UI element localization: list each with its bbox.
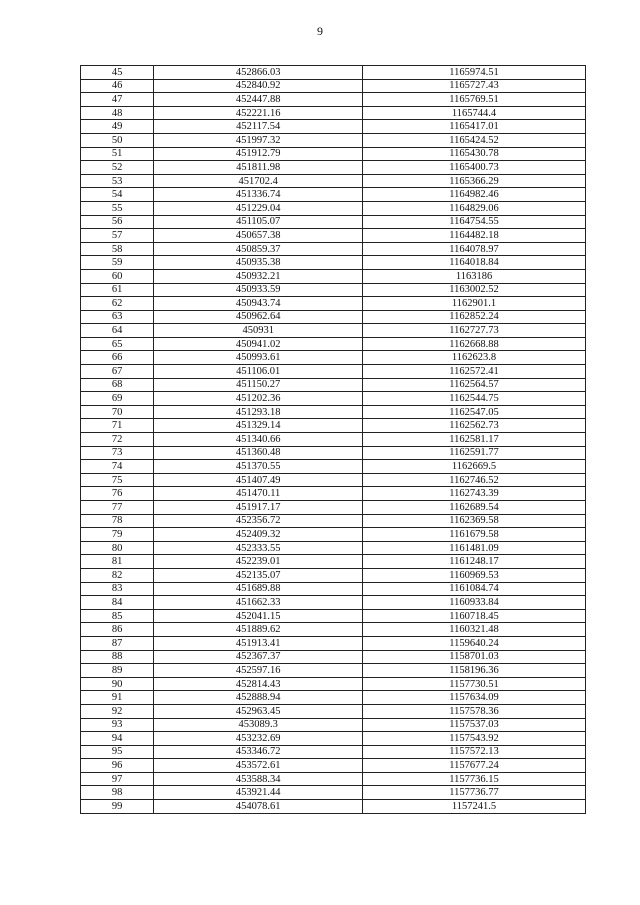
x-coordinate-cell: 451917.17 — [154, 501, 363, 515]
y-coordinate-cell: 1163186 — [363, 269, 586, 283]
x-coordinate-cell: 452367.37 — [154, 650, 363, 664]
table-row — [81, 541, 586, 555]
x-coordinate-cell: 452135.07 — [154, 568, 363, 582]
y-coordinate-cell: 1157736.77 — [363, 786, 586, 800]
y-coordinate-cell: 1165400.73 — [363, 161, 586, 175]
x-coordinate-cell: 451407.49 — [154, 473, 363, 487]
table-row — [81, 528, 586, 542]
y-coordinate-cell: 1160321.48 — [363, 623, 586, 637]
x-coordinate-cell: 452333.55 — [154, 541, 363, 555]
table-row — [81, 392, 586, 406]
y-coordinate-cell: 1162746.52 — [363, 473, 586, 487]
x-coordinate-cell: 450931 — [154, 324, 363, 338]
x-coordinate-cell: 451360.48 — [154, 446, 363, 460]
point-number-cell: 90 — [81, 677, 154, 691]
point-number-cell: 81 — [81, 555, 154, 569]
y-coordinate-cell: 1157572.13 — [363, 745, 586, 759]
table-row — [81, 732, 586, 746]
x-coordinate-cell: 451340.66 — [154, 433, 363, 447]
point-number-cell: 92 — [81, 704, 154, 718]
x-coordinate-cell: 450941.02 — [154, 337, 363, 351]
point-number-cell: 73 — [81, 446, 154, 460]
point-number-cell: 87 — [81, 636, 154, 650]
table-row — [81, 93, 586, 107]
point-number-cell: 94 — [81, 732, 154, 746]
x-coordinate-cell: 451912.79 — [154, 147, 363, 161]
y-coordinate-cell: 1165424.52 — [363, 133, 586, 147]
point-number-cell: 47 — [81, 93, 154, 107]
x-coordinate-cell: 454078.61 — [154, 800, 363, 814]
x-coordinate-cell: 452356.72 — [154, 514, 363, 528]
table-row — [81, 664, 586, 678]
point-number-cell: 52 — [81, 161, 154, 175]
point-number-cell: 64 — [81, 324, 154, 338]
y-coordinate-cell: 1162727.73 — [363, 324, 586, 338]
table-row — [81, 147, 586, 161]
y-coordinate-cell: 1162544.75 — [363, 392, 586, 406]
point-number-cell: 76 — [81, 487, 154, 501]
y-coordinate-cell: 1164829.06 — [363, 201, 586, 215]
table-row — [81, 229, 586, 243]
table-row — [81, 487, 586, 501]
y-coordinate-cell: 1161084.74 — [363, 582, 586, 596]
x-coordinate-cell: 452409.32 — [154, 528, 363, 542]
coordinates-table-body — [81, 66, 586, 814]
table-row — [81, 636, 586, 650]
table-row — [81, 337, 586, 351]
y-coordinate-cell: 1165974.51 — [363, 66, 586, 80]
x-coordinate-cell: 451336.74 — [154, 188, 363, 202]
point-number-cell: 49 — [81, 120, 154, 134]
y-coordinate-cell: 1162564.57 — [363, 378, 586, 392]
x-coordinate-cell: 451470.11 — [154, 487, 363, 501]
y-coordinate-cell: 1159640.24 — [363, 636, 586, 650]
y-coordinate-cell: 1160969.53 — [363, 568, 586, 582]
y-coordinate-cell: 1165769.51 — [363, 93, 586, 107]
table-row — [81, 242, 586, 256]
y-coordinate-cell: 1160933.84 — [363, 596, 586, 610]
table-row — [81, 745, 586, 759]
x-coordinate-cell: 452239.01 — [154, 555, 363, 569]
table-row — [81, 120, 586, 134]
y-coordinate-cell: 1165744.4 — [363, 106, 586, 120]
y-coordinate-cell: 1162743.39 — [363, 487, 586, 501]
x-coordinate-cell: 451913.41 — [154, 636, 363, 650]
table-row — [81, 460, 586, 474]
table-row — [81, 79, 586, 93]
table-row — [81, 677, 586, 691]
table-row — [81, 691, 586, 705]
table-row — [81, 419, 586, 433]
y-coordinate-cell: 1162669.5 — [363, 460, 586, 474]
point-number-cell: 99 — [81, 800, 154, 814]
x-coordinate-cell: 453572.61 — [154, 759, 363, 773]
y-coordinate-cell: 1162562.73 — [363, 419, 586, 433]
y-coordinate-cell: 1157730.51 — [363, 677, 586, 691]
point-number-cell: 45 — [81, 66, 154, 80]
table-row — [81, 759, 586, 773]
y-coordinate-cell: 1164078.97 — [363, 242, 586, 256]
x-coordinate-cell: 451293.18 — [154, 405, 363, 419]
page-number: 9 — [317, 24, 323, 38]
x-coordinate-cell: 452597.16 — [154, 664, 363, 678]
table-row — [81, 596, 586, 610]
x-coordinate-cell: 453232.69 — [154, 732, 363, 746]
point-number-cell: 77 — [81, 501, 154, 515]
table-row — [81, 66, 586, 80]
point-number-cell: 79 — [81, 528, 154, 542]
y-coordinate-cell: 1164754.55 — [363, 215, 586, 229]
point-number-cell: 93 — [81, 718, 154, 732]
x-coordinate-cell: 450943.74 — [154, 297, 363, 311]
table-row — [81, 283, 586, 297]
table-row — [81, 297, 586, 311]
x-coordinate-cell: 452041.15 — [154, 609, 363, 623]
y-coordinate-cell: 1157634.09 — [363, 691, 586, 705]
y-coordinate-cell: 1157677.24 — [363, 759, 586, 773]
point-number-cell: 51 — [81, 147, 154, 161]
y-coordinate-cell: 1157241.5 — [363, 800, 586, 814]
x-coordinate-cell: 452840.92 — [154, 79, 363, 93]
x-coordinate-cell: 451702.4 — [154, 174, 363, 188]
point-number-cell: 61 — [81, 283, 154, 297]
y-coordinate-cell: 1161248.17 — [363, 555, 586, 569]
point-number-cell: 54 — [81, 188, 154, 202]
x-coordinate-cell: 451370.55 — [154, 460, 363, 474]
x-coordinate-cell: 451229.04 — [154, 201, 363, 215]
y-coordinate-cell: 1161481.09 — [363, 541, 586, 555]
point-number-cell: 71 — [81, 419, 154, 433]
point-number-cell: 53 — [81, 174, 154, 188]
table-row — [81, 106, 586, 120]
table-row — [81, 446, 586, 460]
y-coordinate-cell: 1157736.15 — [363, 772, 586, 786]
y-coordinate-cell: 1165727.43 — [363, 79, 586, 93]
x-coordinate-cell: 451889.62 — [154, 623, 363, 637]
table-row — [81, 473, 586, 487]
x-coordinate-cell: 453921.44 — [154, 786, 363, 800]
point-number-cell: 86 — [81, 623, 154, 637]
y-coordinate-cell: 1157543.92 — [363, 732, 586, 746]
point-number-cell: 70 — [81, 405, 154, 419]
x-coordinate-cell: 453346.72 — [154, 745, 363, 759]
table-row — [81, 351, 586, 365]
point-number-cell: 65 — [81, 337, 154, 351]
point-number-cell: 46 — [81, 79, 154, 93]
table-row — [81, 378, 586, 392]
table-row — [81, 650, 586, 664]
table-row — [81, 324, 586, 338]
x-coordinate-cell: 451811.98 — [154, 161, 363, 175]
point-number-cell: 83 — [81, 582, 154, 596]
point-number-cell: 78 — [81, 514, 154, 528]
table-row — [81, 201, 586, 215]
y-coordinate-cell: 1165430.78 — [363, 147, 586, 161]
point-number-cell: 60 — [81, 269, 154, 283]
point-number-cell: 80 — [81, 541, 154, 555]
x-coordinate-cell: 450935.38 — [154, 256, 363, 270]
point-number-cell: 67 — [81, 365, 154, 379]
x-coordinate-cell: 451662.33 — [154, 596, 363, 610]
point-number-cell: 88 — [81, 650, 154, 664]
table-row — [81, 555, 586, 569]
table-row — [81, 256, 586, 270]
table-row — [81, 433, 586, 447]
x-coordinate-cell: 452221.16 — [154, 106, 363, 120]
point-number-cell: 95 — [81, 745, 154, 759]
y-coordinate-cell: 1162623.8 — [363, 351, 586, 365]
table-row — [81, 161, 586, 175]
y-coordinate-cell: 1162572.41 — [363, 365, 586, 379]
table-row — [81, 718, 586, 732]
y-coordinate-cell: 1162668.88 — [363, 337, 586, 351]
x-coordinate-cell: 453089.3 — [154, 718, 363, 732]
point-number-cell: 50 — [81, 133, 154, 147]
y-coordinate-cell: 1165366.29 — [363, 174, 586, 188]
x-coordinate-cell: 451689.88 — [154, 582, 363, 596]
point-number-cell: 58 — [81, 242, 154, 256]
x-coordinate-cell: 450933.59 — [154, 283, 363, 297]
point-number-cell: 69 — [81, 392, 154, 406]
table-row — [81, 704, 586, 718]
y-coordinate-cell: 1162689.54 — [363, 501, 586, 515]
x-coordinate-cell: 451105.07 — [154, 215, 363, 229]
y-coordinate-cell: 1162591.77 — [363, 446, 586, 460]
x-coordinate-cell: 453588.34 — [154, 772, 363, 786]
coordinates-table — [80, 65, 586, 814]
y-coordinate-cell: 1162547.05 — [363, 405, 586, 419]
point-number-cell: 84 — [81, 596, 154, 610]
table-row — [81, 501, 586, 515]
point-number-cell: 68 — [81, 378, 154, 392]
table-row — [81, 365, 586, 379]
x-coordinate-cell: 450657.38 — [154, 229, 363, 243]
point-number-cell: 75 — [81, 473, 154, 487]
y-coordinate-cell: 1164018.84 — [363, 256, 586, 270]
table-row — [81, 405, 586, 419]
table-row — [81, 772, 586, 786]
point-number-cell: 62 — [81, 297, 154, 311]
y-coordinate-cell: 1158701.03 — [363, 650, 586, 664]
y-coordinate-cell: 1157578.36 — [363, 704, 586, 718]
y-coordinate-cell: 1162369.58 — [363, 514, 586, 528]
y-coordinate-cell: 1157537.03 — [363, 718, 586, 732]
x-coordinate-cell: 452888.94 — [154, 691, 363, 705]
table-row — [81, 786, 586, 800]
table-row — [81, 609, 586, 623]
x-coordinate-cell: 452447.88 — [154, 93, 363, 107]
table-row — [81, 174, 586, 188]
y-coordinate-cell: 1161679.58 — [363, 528, 586, 542]
x-coordinate-cell: 450859.37 — [154, 242, 363, 256]
x-coordinate-cell: 452117.54 — [154, 120, 363, 134]
y-coordinate-cell: 1163002.52 — [363, 283, 586, 297]
table-row — [81, 514, 586, 528]
y-coordinate-cell: 1162852.24 — [363, 310, 586, 324]
point-number-cell: 74 — [81, 460, 154, 474]
y-coordinate-cell: 1165417.01 — [363, 120, 586, 134]
y-coordinate-cell: 1164982.46 — [363, 188, 586, 202]
x-coordinate-cell: 452963.45 — [154, 704, 363, 718]
x-coordinate-cell: 451202.36 — [154, 392, 363, 406]
x-coordinate-cell: 451329.14 — [154, 419, 363, 433]
x-coordinate-cell: 450993.61 — [154, 351, 363, 365]
point-number-cell: 89 — [81, 664, 154, 678]
point-number-cell: 91 — [81, 691, 154, 705]
table-row — [81, 215, 586, 229]
point-number-cell: 48 — [81, 106, 154, 120]
table-row — [81, 623, 586, 637]
y-coordinate-cell: 1164482.18 — [363, 229, 586, 243]
table-row — [81, 568, 586, 582]
y-coordinate-cell: 1160718.45 — [363, 609, 586, 623]
table-row — [81, 310, 586, 324]
point-number-cell: 57 — [81, 229, 154, 243]
table-row — [81, 800, 586, 814]
point-number-cell: 85 — [81, 609, 154, 623]
point-number-cell: 72 — [81, 433, 154, 447]
point-number-cell: 55 — [81, 201, 154, 215]
x-coordinate-cell: 450962.64 — [154, 310, 363, 324]
table-row — [81, 133, 586, 147]
point-number-cell: 59 — [81, 256, 154, 270]
table-row — [81, 582, 586, 596]
x-coordinate-cell: 450932.21 — [154, 269, 363, 283]
x-coordinate-cell: 451106.01 — [154, 365, 363, 379]
point-number-cell: 63 — [81, 310, 154, 324]
table-row — [81, 269, 586, 283]
point-number-cell: 97 — [81, 772, 154, 786]
point-number-cell: 56 — [81, 215, 154, 229]
x-coordinate-cell: 452866.03 — [154, 66, 363, 80]
x-coordinate-cell: 452814.43 — [154, 677, 363, 691]
point-number-cell: 96 — [81, 759, 154, 773]
y-coordinate-cell: 1162901.1 — [363, 297, 586, 311]
point-number-cell: 98 — [81, 786, 154, 800]
table-row — [81, 188, 586, 202]
point-number-cell: 66 — [81, 351, 154, 365]
point-number-cell: 82 — [81, 568, 154, 582]
x-coordinate-cell: 451997.32 — [154, 133, 363, 147]
y-coordinate-cell: 1162581.17 — [363, 433, 586, 447]
x-coordinate-cell: 451150.27 — [154, 378, 363, 392]
y-coordinate-cell: 1158196.36 — [363, 664, 586, 678]
